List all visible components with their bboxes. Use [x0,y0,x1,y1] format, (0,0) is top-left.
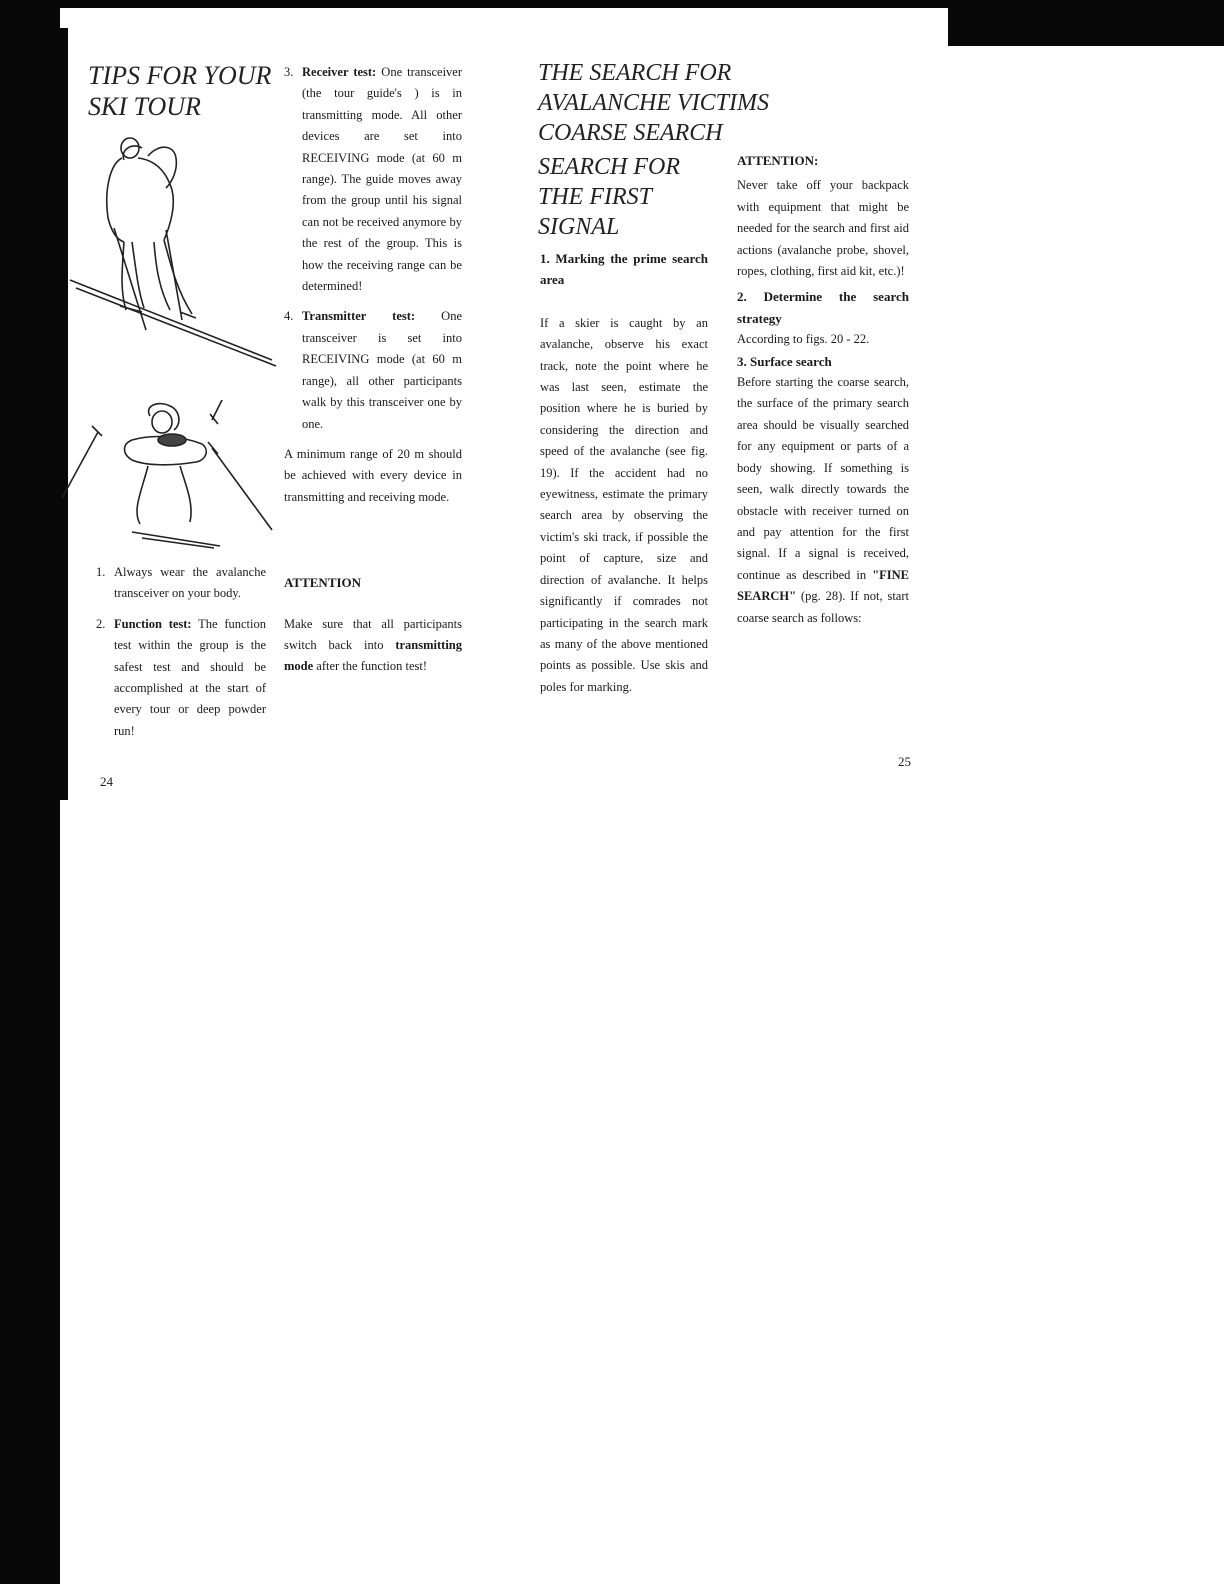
list-lead: Receiver test: [302,65,377,79]
section3-text [737,372,909,629]
attention-heading-right: ATTENTION: [737,153,819,168]
list-body: The function test within the group is the safest test and should be accomplished at the start of every tour or deep powder run! [114,616,266,738]
right-page-column-1 [540,248,708,698]
list-item [96,614,266,742]
section2-text: According to figs. 20 - 22. [737,332,870,347]
list-number: 3. [284,65,294,79]
section1-text: If a skier is caught by an avalanche, observe his exact track, note the point where he was last seen, estimate the position where he is buried by considering the direction and speed of the avalanche (see fig. 19). If the accident had no eyewitness, estimate the primary search area by observing the victim's ski track, if possible the point of capture, size and direction of avalanche. It helps significantly if comrades not participating in the search mark as many of the above mentioned points as possible. Use skis and poles for marking. [540,315,708,694]
right-title-line: AVALANCHE VICTIMS [538,90,770,116]
left-page-column-2 [284,62,462,678]
subtitle-line: SIGNAL [538,214,620,240]
list-text [302,62,462,297]
left-title-line: SKI TOUR [88,92,201,121]
list-item [284,62,462,297]
scan-border-corner [948,0,1224,46]
attention-post: after the function test! [313,659,428,674]
list-text [114,562,266,605]
skier-downhill-illustration [62,400,282,560]
attention-bold: transmitting mode [284,637,462,674]
right-title-line: COARSE SEARCH [538,120,723,146]
list-number: 4. [284,309,294,324]
right-page-subtitle [538,152,680,242]
left-page-column-1 [96,562,266,751]
right-title-line: THE SEARCH FOR [538,60,732,86]
list-number: 1. [96,565,106,579]
list-text [114,614,266,742]
section3-heading: 3. Surface search [737,353,832,369]
attention-pre: Make sure that all participants switch back into [284,616,462,652]
section2-heading: 2. Determine the search strategy [737,289,909,326]
left-title-line: TIPS FOR YOUR [88,61,272,90]
list-lead: Transmitter test: [302,309,416,324]
list-item [284,306,462,434]
list-item [96,562,266,605]
section3-post: (pg. 28). If not, start coarse search as follows: [737,589,909,625]
section3-bold: "FINE SEARCH" [737,567,909,604]
section3-pre: Before starting the coarse search, the surface of the primary search area should be visually searched for any equipment or parts of a body showing. If something is seen, walk directly towards the obstacle with receiver turned on and pay attention for the first signal. If a signal is received, continue as described in [737,375,909,582]
list-lead: Function test: [114,616,192,631]
page-number-left: 24 [100,774,113,789]
subtitle-line: SEARCH FOR [538,154,680,180]
attention-heading: ATTENTION [284,575,362,591]
page-number-right: 25 [898,754,911,769]
skier-climbing-illustration [62,130,292,380]
subtitle-line: THE FIRST [538,184,652,210]
attention-text [284,614,462,678]
right-page-title [538,58,769,148]
left-page-title [88,60,271,122]
list-number: 2. [96,616,106,631]
list-body: Always wear the avalanche transceiver on your body. [114,565,266,601]
range-note: A minimum range of 20 m should be achieved with every device in transmitting and receiving mode. [284,446,462,504]
list-body: One transceiver is set into RECEIVING mode (at 60 m range), all other participants walk by this transceiver one by one. [302,309,462,431]
list-text [302,306,462,434]
attention-text-right: Never take off your backpack with equipment that might be needed for the search and first aid actions (avalanche probe, shovel, ropes, clothing, first aid kit, etc.)! [737,178,909,279]
list-body: One transceiver (the tour guide's ) is in transmitting mode. All other devices are set into RECEIVING mode (at 60 m range). The guide moves away from the group until his signal can not be received anymore by the rest of the group. This is how the receiving range can be determined! [302,65,463,294]
right-page-column-2 [737,150,909,629]
section1-heading: 1. Marking the prime search area [540,251,708,288]
